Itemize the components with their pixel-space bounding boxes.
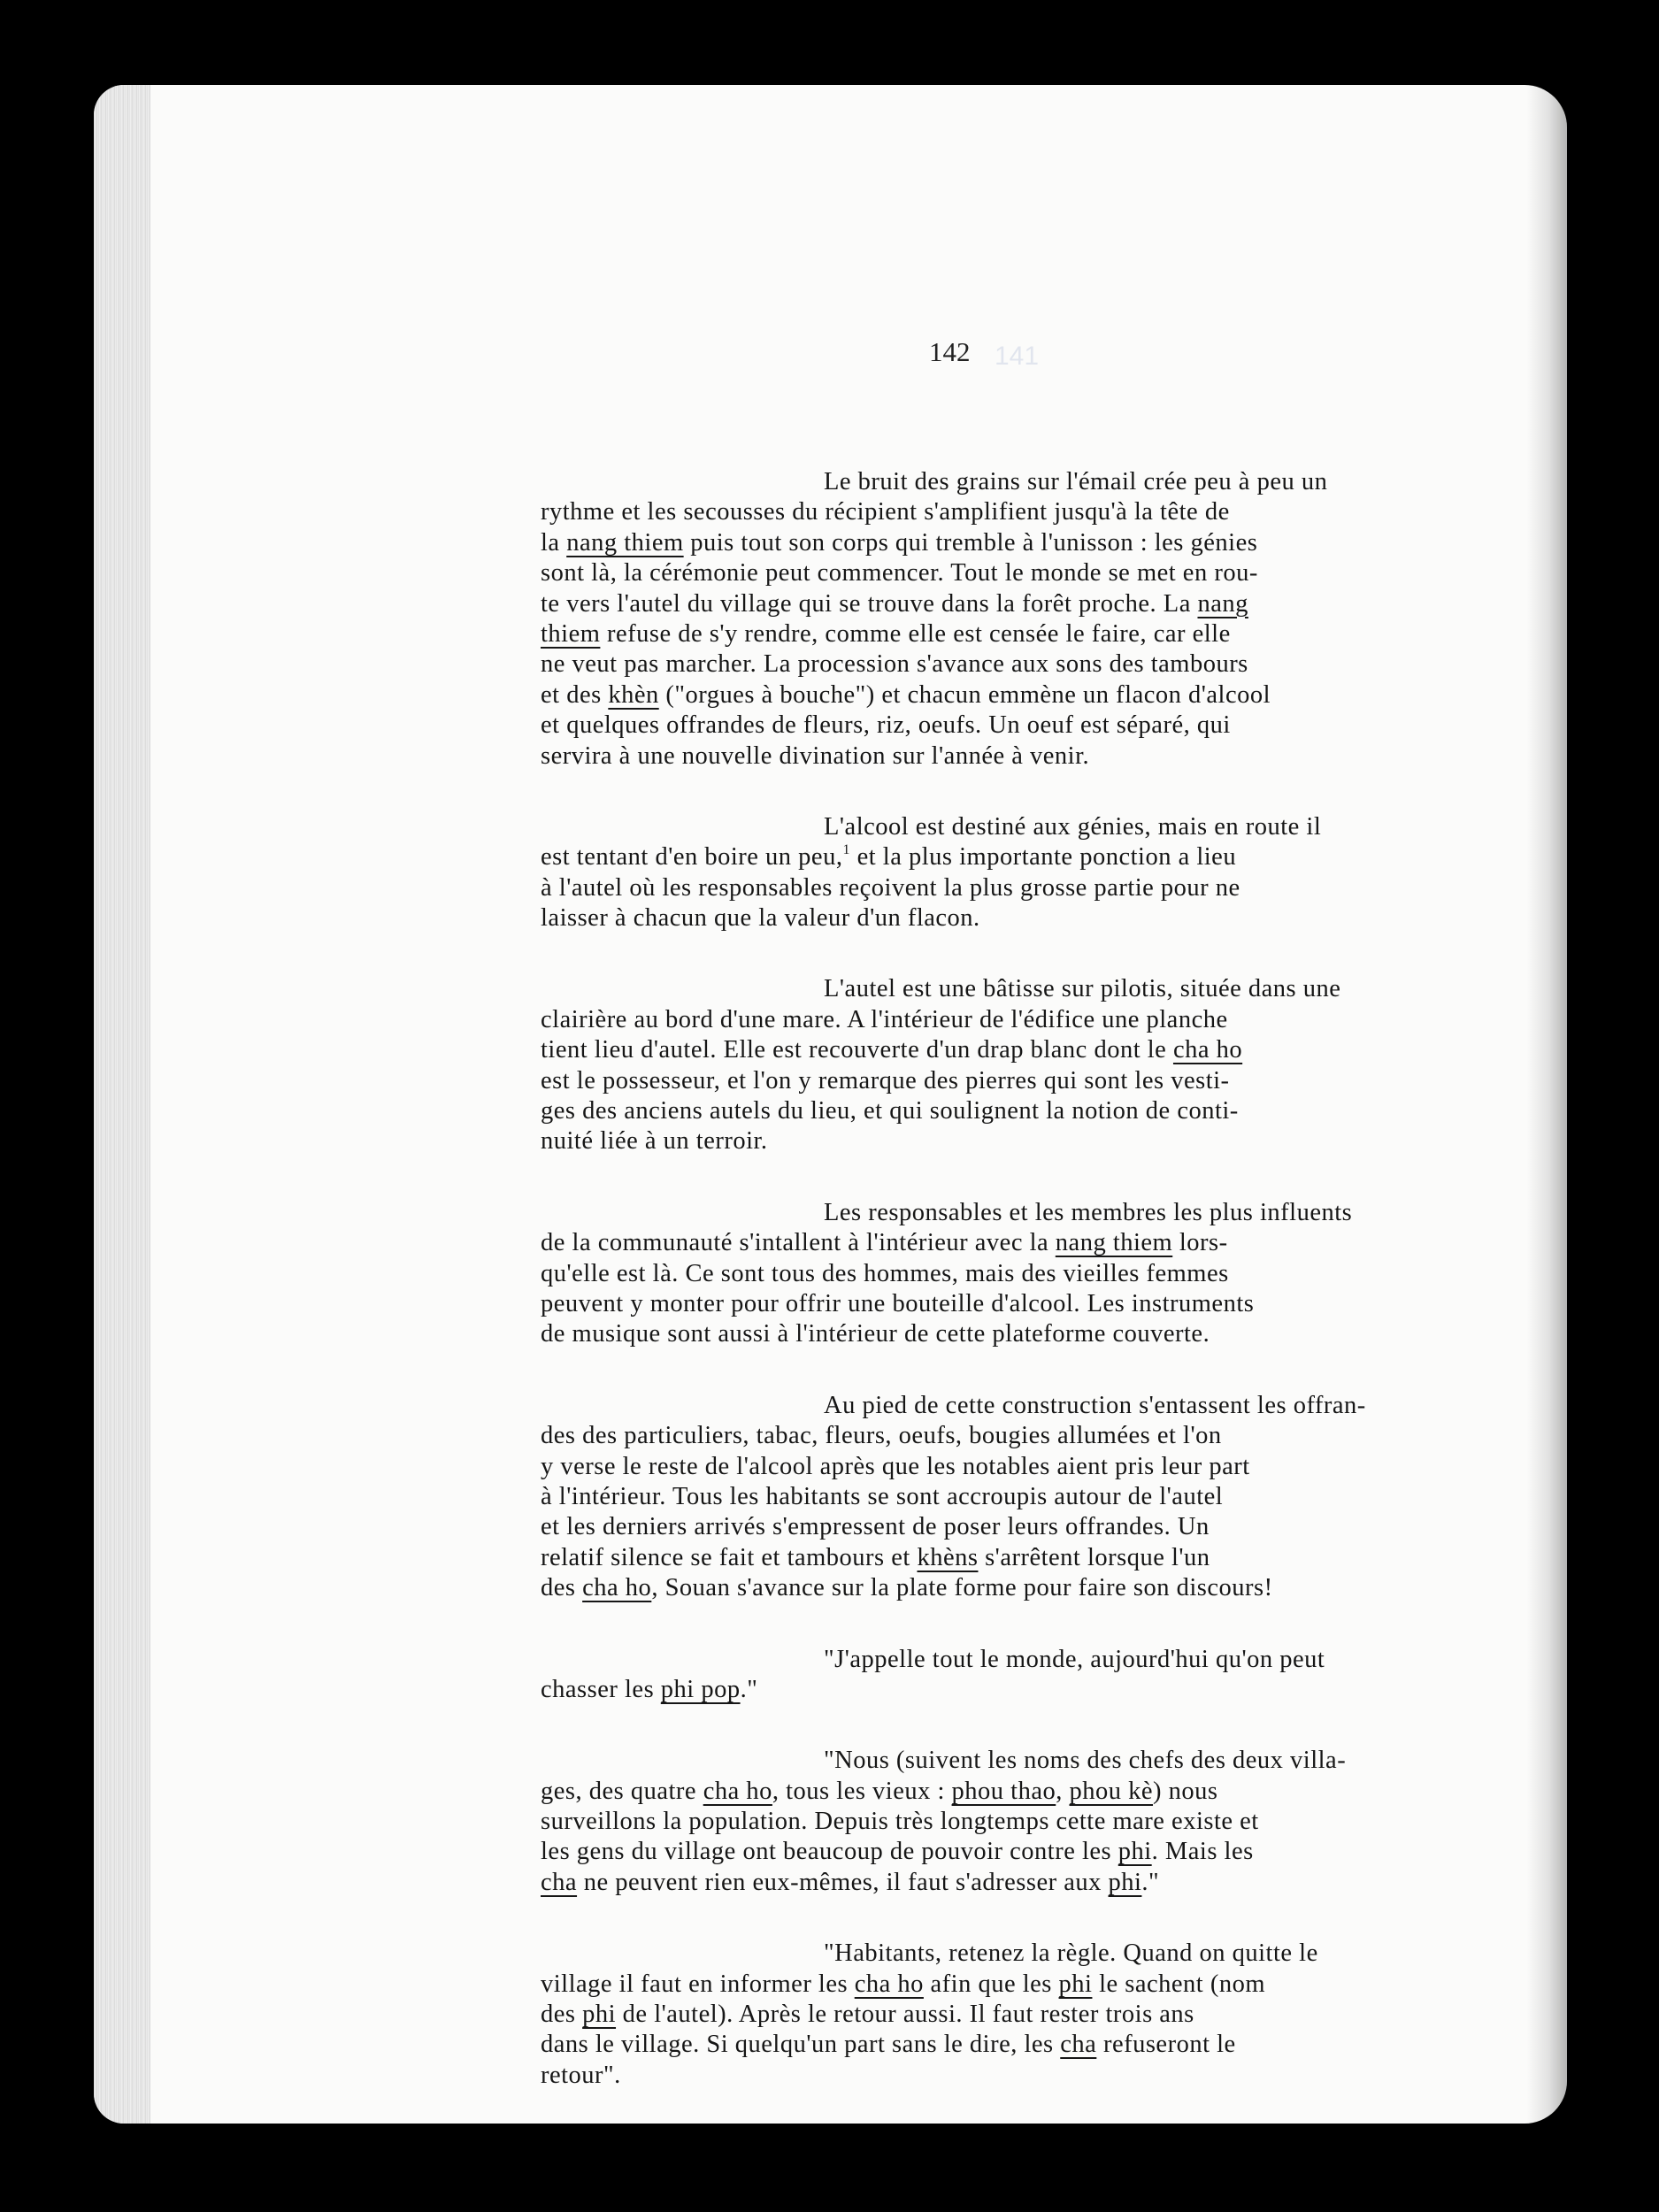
text-line	[541, 467, 1567, 497]
text-segment: chasser les	[541, 1675, 661, 1703]
paragraph	[541, 974, 1567, 1156]
paragraph-gap	[541, 933, 1567, 974]
underlined-term: thiem	[541, 619, 601, 648]
text-line	[541, 1198, 1567, 1228]
text-line	[541, 680, 1567, 710]
text-segment: village il faut en informer les	[541, 1970, 855, 1998]
text-segment: des	[541, 2001, 583, 2029]
text-line	[541, 1259, 1567, 1289]
text-line	[541, 1482, 1567, 1512]
text-line	[541, 1868, 1567, 1898]
paragraph-gap	[541, 1898, 1567, 1939]
text-segment: "J'appelle tout le monde, aujourd'hui qu'on peut	[824, 1645, 1325, 1673]
underlined-term: cha ho	[854, 1970, 924, 1998]
text-segment: de l'autel). Après le retour aussi. Il faut rester trois ans	[616, 2001, 1194, 2029]
paragraph	[541, 1198, 1567, 1350]
text-segment: sont là, la cérémonie peut commencer. Tout le monde se met en rou-	[541, 559, 1258, 588]
text-line	[541, 528, 1567, 558]
text-segment: et des	[541, 680, 609, 709]
underlined-term: phi	[582, 2001, 617, 2029]
text-segment: de la communauté s'intallent à l'intérieur avec la	[541, 1229, 1056, 1257]
text-segment: y verse le reste de l'alcool après que les notables aient pris leur part	[541, 1452, 1250, 1480]
text-segment: Les responsables et les membres les plus influents	[824, 1198, 1353, 1226]
underlined-term: phou thao	[951, 1777, 1056, 1805]
text-line	[541, 649, 1567, 680]
text-segment: peuvent y monter pour offrir une bouteille d'alcool. Les instruments	[541, 1289, 1255, 1317]
underlined-term: phi	[1058, 1970, 1093, 1998]
text-line	[541, 1675, 1567, 1705]
text-line	[541, 2000, 1567, 2030]
text-segment: les gens du village ont beaucoup de pouvoir contre les	[541, 1838, 1118, 1866]
underlined-term: khèn	[608, 680, 659, 709]
text-segment: surveillons la population. Depuis très longtemps cette mare existe et	[541, 1808, 1259, 1836]
text-segment: nuité liée à un terroir.	[541, 1127, 768, 1156]
text-line	[541, 497, 1567, 527]
text-line	[541, 1452, 1567, 1482]
underlined-term: nang thiem	[566, 528, 684, 557]
text-segment: te vers l'autel du village qui se trouve dans la forêt proche. La	[541, 589, 1198, 618]
text-segment: ,	[1056, 1777, 1070, 1805]
text-line	[541, 1066, 1567, 1096]
text-segment: ."	[740, 1675, 758, 1703]
text-segment: "Habitants, retenez la règle. Quand on quitte le	[824, 1939, 1318, 1968]
underlined-term: phou kè	[1069, 1777, 1154, 1805]
text-segment: clairière au bord d'une mare. A l'intérieur de l'édifice une planche	[541, 1005, 1228, 1033]
text-segment: rythme et les secousses du récipient s'amplifient jusqu'à la tête de	[541, 498, 1230, 526]
underlined-term: cha	[1060, 2031, 1097, 2059]
text-segment: et les derniers arrivés s'empressent de poser leurs offrandes. Un	[541, 1513, 1210, 1541]
body-text	[541, 467, 1567, 2091]
paragraph-gap	[541, 1157, 1567, 1198]
text-line	[541, 1777, 1567, 1807]
text-segment: des des particuliers, tabac, fleurs, oeufs, bougies allumées et l'on	[541, 1422, 1222, 1450]
text-line	[541, 1573, 1567, 1603]
book-page	[94, 85, 1567, 2124]
text-line	[541, 1421, 1567, 1451]
text-line	[541, 558, 1567, 588]
text-segment: à l'intérieur. Tous les habitants se sont accroupis autour de l'autel	[541, 1482, 1224, 1510]
text-segment: relatif silence se fait et tambours et	[541, 1543, 918, 1571]
text-segment: puis tout son corps qui tremble à l'unisson : les génies	[683, 528, 1258, 557]
text-segment: ne veut pas marcher. La procession s'avance aux sons des tambours	[541, 650, 1248, 679]
text-segment: le sachent (nom	[1092, 1970, 1266, 1998]
text-line	[541, 873, 1567, 903]
text-line	[541, 1837, 1567, 1867]
paragraph-gap	[541, 1350, 1567, 1391]
underlined-term: phi pop	[660, 1675, 741, 1703]
text-segment: la	[541, 528, 567, 557]
text-line	[541, 1126, 1567, 1156]
underlined-term: cha	[541, 1868, 578, 1896]
text-segment: est tentant d'en boire un peu,	[541, 843, 843, 872]
page-number: 142	[929, 336, 971, 367]
text-line	[541, 1645, 1567, 1675]
text-line	[541, 1970, 1567, 2000]
text-line	[541, 1746, 1567, 1776]
underlined-term: khèns	[917, 1543, 979, 1571]
text-segment: ."	[1141, 1868, 1160, 1896]
text-segment: est le possesseur, et l'on y remarque des pierres qui sont les vesti-	[541, 1066, 1230, 1094]
text-segment: ("orgues à bouche") et chacun emmène un flacon d'alcool	[658, 680, 1271, 709]
text-line	[541, 1319, 1567, 1349]
text-segment: tient lieu d'autel. Elle est recouverte d'un drap blanc dont le	[541, 1036, 1173, 1064]
text-segment: "Nous (suivent les noms des chefs des deux villa-	[824, 1747, 1347, 1775]
text-segment: afin que les	[923, 1970, 1059, 1998]
text-line	[541, 842, 1567, 872]
paragraph	[541, 467, 1567, 772]
text-line	[541, 710, 1567, 741]
text-segment: retour".	[541, 2061, 621, 2089]
paragraph	[541, 1645, 1567, 1706]
underlined-term: cha ho	[703, 1777, 772, 1805]
text-line	[541, 1035, 1567, 1065]
text-line	[541, 1512, 1567, 1542]
text-segment: L'alcool est destiné aux génies, mais en route il	[824, 812, 1322, 841]
text-segment: de musique sont aussi à l'intérieur de cette plateforme couverte.	[541, 1320, 1210, 1348]
text-line	[541, 974, 1567, 1004]
text-segment: s'arrêtent lorsque l'un	[978, 1543, 1210, 1571]
paragraph-gap	[541, 1604, 1567, 1645]
text-segment: , tous les vieux :	[772, 1777, 952, 1805]
text-line	[541, 1096, 1567, 1126]
text-line	[541, 741, 1567, 772]
show-through-page-number: 141	[995, 342, 1040, 371]
text-segment: . Mais les	[1151, 1838, 1254, 1866]
underlined-term: cha ho	[1172, 1036, 1243, 1064]
text-line	[541, 812, 1567, 842]
text-line	[541, 1543, 1567, 1573]
text-segment: et la plus importante ponction a lieu	[849, 843, 1237, 872]
paragraph	[541, 1939, 1567, 2091]
text-segment: Au pied de cette construction s'entassent les offran-	[824, 1391, 1366, 1419]
text-line	[541, 903, 1567, 933]
text-line	[541, 619, 1567, 649]
text-segment: refuse de s'y rendre, comme elle est censée le faire, car elle	[600, 619, 1231, 648]
paragraph-gap	[541, 1705, 1567, 1746]
underlined-term: phi	[1118, 1838, 1152, 1866]
text-line	[541, 2061, 1567, 2091]
paragraph-gap	[541, 772, 1567, 812]
underlined-term: nang	[1197, 589, 1248, 618]
text-line	[541, 1005, 1567, 1035]
text-segment: ges des anciens autels du lieu, et qui soulignent la notion de conti-	[541, 1097, 1239, 1125]
text-segment: lors-	[1172, 1229, 1228, 1257]
text-segment: Le bruit des grains sur l'émail crée peu à peu un	[824, 468, 1328, 495]
text-segment: à l'autel où les responsables reçoivent la plus grosse partie pour ne	[541, 873, 1240, 902]
text-segment: laisser à chacun que la valeur d'un flacon.	[541, 904, 980, 933]
paragraph	[541, 1391, 1567, 1604]
paragraph	[541, 812, 1567, 934]
text-line	[541, 1939, 1567, 1969]
text-line	[541, 1289, 1567, 1319]
page-fore-edge	[94, 85, 150, 2124]
text-segment: des	[541, 1574, 583, 1602]
paragraph	[541, 1746, 1567, 1898]
text-segment: qu'elle est là. Ce sont tous des hommes, mais des vieilles femmes	[541, 1259, 1229, 1287]
text-line	[541, 1391, 1567, 1421]
footnote-marker: 1	[842, 842, 850, 858]
text-segment: ges, des quatre	[541, 1777, 703, 1805]
text-segment: , Souan s'avance sur la plate forme pour faire son discours!	[651, 1574, 1273, 1602]
text-segment: servira à une nouvelle divination sur l'année à venir.	[541, 741, 1090, 770]
text-segment: L'autel est une bâtisse sur pilotis, située dans une	[824, 975, 1341, 1003]
underlined-term: cha ho	[582, 1574, 652, 1602]
text-line	[541, 589, 1567, 619]
text-segment: ) nous	[1153, 1777, 1218, 1805]
text-segment: et quelques offrandes de fleurs, riz, oeufs. Un oeuf est séparé, qui	[541, 711, 1231, 740]
text-segment: dans le village. Si quelqu'un part sans le dire, les	[541, 2031, 1061, 2059]
underlined-term: phi	[1108, 1868, 1142, 1896]
text-segment: ne peuvent rien eux-mêmes, il faut s'adresser aux	[577, 1868, 1109, 1896]
text-line	[541, 2030, 1567, 2060]
text-line	[541, 1228, 1567, 1258]
text-segment: refuseront le	[1096, 2031, 1236, 2059]
text-line	[541, 1807, 1567, 1837]
underlined-term: nang thiem	[1055, 1229, 1173, 1257]
